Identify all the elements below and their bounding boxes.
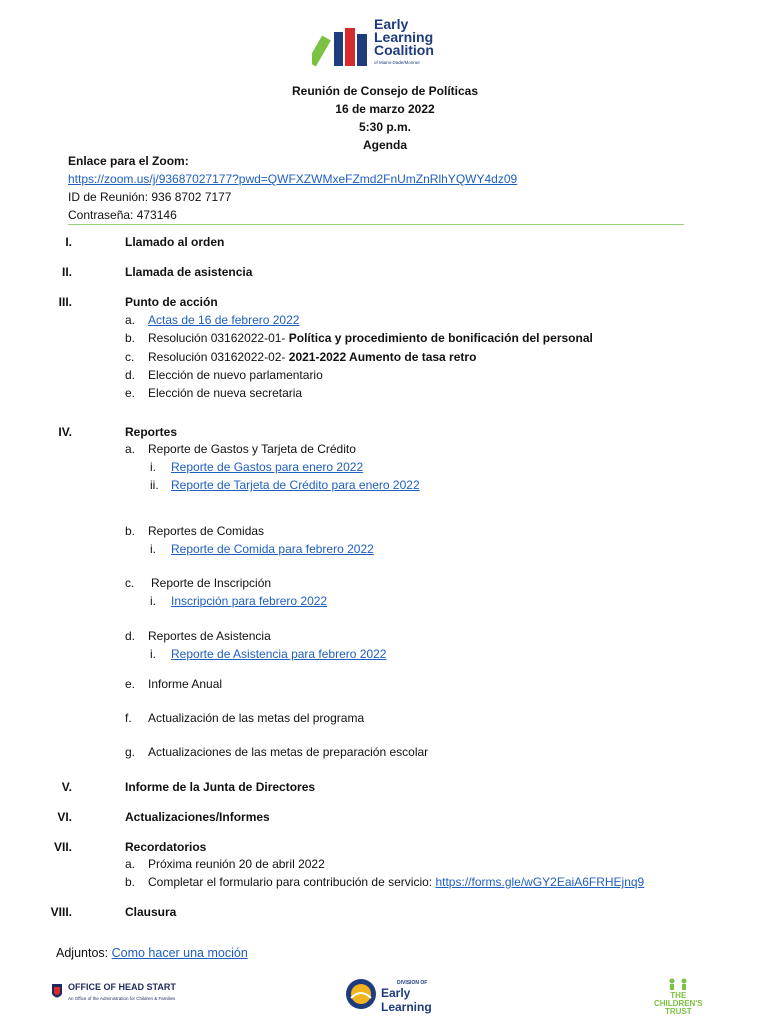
sub-letter: b. — [125, 524, 136, 538]
item-label: Actualizaciones/Informes — [125, 810, 270, 824]
childrens-trust-logo — [654, 978, 703, 1016]
item-label: Recordatorios — [125, 840, 207, 854]
sub-letter: b. — [125, 875, 136, 889]
item-label: Punto de acción — [125, 295, 218, 309]
sub-text: Reportes de Comidas — [148, 524, 265, 538]
sub-item-4g — [125, 744, 429, 760]
footer-logos — [0, 976, 770, 1016]
sub-text: Actualizaciones de las metas de preparación escolar — [148, 745, 429, 759]
sub-text: Completar el formulario para contribución de servicio: — [148, 875, 436, 889]
item-number: VII. — [53, 840, 72, 854]
resolution-title: 2021-2022 Aumento de tasa retro — [288, 350, 477, 364]
tct-line-1: THE — [670, 991, 687, 1000]
document-title — [0, 82, 770, 154]
tct-line-2: CHILDREN'S — [654, 999, 703, 1008]
sub-item-4b — [125, 523, 265, 539]
roman-number: ii. — [150, 478, 159, 492]
sub-letter: a. — [125, 857, 136, 871]
title-time: 5:30 p.m. — [358, 120, 412, 134]
sub-text: Informe Anual — [148, 677, 223, 691]
item-number: VI. — [57, 810, 72, 824]
resolution-number: Resolución 03162022-01- — [148, 331, 289, 345]
meeting-password: Contraseña: 473146 — [68, 208, 177, 222]
credit-card-report-link[interactable]: Reporte de Tarjeta de Crédito para enero 2022 — [171, 478, 420, 492]
item-label: Llamado al orden — [125, 235, 225, 249]
head-start-logo-subtitle: An Office of the Administration for Children & Families — [68, 996, 176, 1001]
head-start-icon — [50, 982, 64, 1002]
logo-line-1: Early — [374, 16, 409, 32]
title-date: 16 de marzo 2022 — [335, 102, 435, 116]
gastos-report-link[interactable]: Reporte de Gastos para enero 2022 — [171, 460, 364, 474]
attachments — [56, 946, 248, 960]
sub-item-4e — [125, 676, 223, 692]
item-number: III. — [58, 295, 72, 309]
tct-line-3: TRUST — [664, 1007, 692, 1016]
logo-line-3: Coalition — [374, 42, 434, 58]
sub-item-3a — [125, 312, 300, 328]
enrollment-link[interactable]: Inscripción para febrero 2022 — [171, 594, 328, 608]
sub-item-7b — [125, 874, 645, 890]
logo-subtitle: of Miami-Dade/Monroe — [374, 60, 420, 65]
sub-text: Reporte de Inscripción — [151, 576, 272, 590]
sub-letter: c. — [125, 350, 135, 364]
item-number: IV. — [58, 425, 72, 439]
zoom-heading: Enlace para el Zoom: — [68, 154, 189, 168]
sub-item-4b-i — [150, 541, 374, 557]
item-label: Clausura — [125, 905, 177, 919]
sub-item-3c — [125, 349, 477, 365]
sub-letter: c. — [125, 576, 135, 590]
sub-item-4a — [125, 441, 356, 457]
attendance-report-link[interactable]: Reporte de Asistencia para febrero 2022 — [171, 647, 387, 661]
sub-text: Elección de nueva secretaria — [148, 386, 303, 400]
sub-item-3e — [125, 385, 303, 401]
item-number: VIII. — [50, 905, 72, 919]
title-line-1: Reunión de Consejo de Políticas — [291, 84, 479, 98]
sub-letter: a. — [125, 442, 136, 456]
sub-item-4f — [125, 710, 365, 726]
sub-text: Elección de nuevo parlamentario — [148, 368, 323, 382]
logo-wordmark — [374, 18, 434, 57]
roman-number: i. — [150, 594, 156, 608]
sub-letter: e. — [125, 386, 136, 400]
sub-item-4a-ii — [150, 477, 420, 493]
del-top-text: DIVISION OF — [397, 980, 428, 986]
resolution-number: Resolución 03162022-02- — [148, 350, 289, 364]
sub-item-4a-i — [150, 459, 364, 475]
meeting-id: ID de Reunión: 936 8702 7177 — [68, 190, 232, 204]
actas-link[interactable]: Actas de 16 de febrero 2022 — [148, 313, 300, 327]
sub-letter: a. — [125, 313, 136, 327]
meals-report-link[interactable]: Reporte de Comida para febrero 2022 — [171, 542, 374, 556]
resolution-title: Política y procedimiento de bonificación del personal — [288, 331, 593, 345]
sub-letter: b. — [125, 331, 136, 345]
zoom-info — [68, 152, 517, 224]
roman-number: i. — [150, 542, 156, 556]
sub-text: Actualización de las metas del programa — [148, 711, 365, 725]
attachments-label: Adjuntos: — [56, 946, 112, 960]
del-main-text: Early Learning — [381, 986, 432, 1014]
item-number: V. — [61, 780, 72, 794]
early-learning-coalition-logo — [312, 18, 462, 70]
head-start-logo-text: OFFICE OF HEAD START — [68, 982, 176, 992]
roman-number: i. — [150, 460, 156, 474]
sub-item-7a — [125, 856, 325, 872]
sub-item-3b — [125, 330, 593, 346]
title-agenda: Agenda — [362, 138, 407, 152]
sub-letter: f. — [125, 711, 132, 725]
item-label: Reportes — [125, 425, 178, 439]
sub-text: Reportes de Asistencia — [148, 629, 271, 643]
florida-seal-icon — [345, 978, 377, 1010]
sub-letter: g. — [125, 745, 136, 759]
service-form-link[interactable]: https://forms.gle/wGY2EaiA6FRHEjnq9 — [435, 875, 645, 889]
sub-item-4d — [125, 628, 271, 644]
item-label: Llamada de asistencia — [125, 265, 253, 279]
item-label: Informe de la Junta de Directores — [125, 780, 316, 794]
sub-item-4d-i — [150, 646, 387, 662]
sub-item-4c-i — [150, 593, 328, 609]
books-icon — [312, 28, 372, 68]
zoom-link[interactable]: https://zoom.us/j/93687027177?pwd=QWFXZWMxeFZmd2FnUmZnRlhYQWY4dz09 — [68, 172, 518, 186]
sub-text: Próxima reunión 20 de abril 2022 — [148, 857, 325, 871]
divider — [68, 224, 684, 225]
sub-text: Reporte de Gastos y Tarjeta de Crédito — [148, 442, 356, 456]
sub-item-4c — [125, 575, 272, 591]
sub-letter: e. — [125, 677, 136, 691]
item-number: I. — [65, 235, 72, 249]
division-of-early-learning-logo — [345, 976, 460, 1012]
motion-guide-link[interactable]: Como hacer una moción — [111, 946, 248, 960]
item-number: II. — [61, 265, 72, 279]
sub-letter: d. — [125, 368, 136, 382]
roman-number: i. — [150, 647, 156, 661]
sub-letter: d. — [125, 629, 136, 643]
sub-item-3d — [125, 367, 323, 383]
logo-line-2: Learning — [374, 29, 434, 45]
children-figures-icon — [658, 978, 698, 990]
